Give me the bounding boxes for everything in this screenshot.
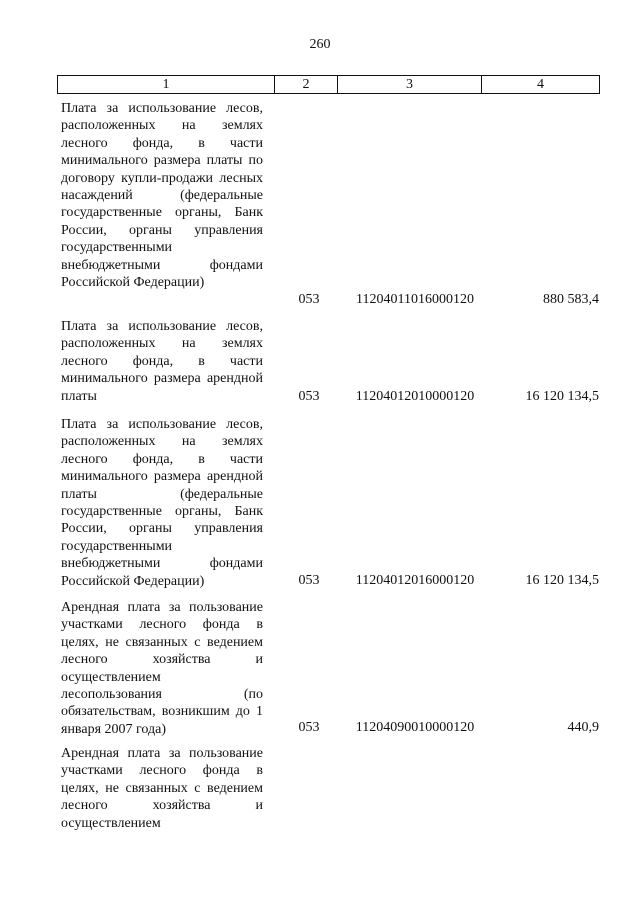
row-admin-code: 053 [298,720,320,735]
column-header-table [57,75,600,94]
column-header-1: 1 [58,76,275,94]
row-description: Арендная плата за пользование участками лесного фонда в целях, не связанных с ведением лесного хозяйства и осуществлением [61,746,263,831]
row-amount: 16 120 134,5 [525,573,599,588]
row-amount: 880 583,4 [543,292,599,307]
row-description: Плата за использование лесов, расположенных на землях лесного фонда, в части минимального размера арендной платы (федеральные государственные органы, Банк России, органы управления государственными внебюджетными фондами Российской Федерации) [61,417,263,589]
column-header-3: 3 [338,76,482,94]
column-header-4: 4 [482,76,600,94]
row-admin-code: 053 [298,292,320,307]
column-header-row [58,76,600,94]
row-admin-code: 053 [298,389,320,404]
page-number: 260 [309,37,331,52]
column-header-2: 2 [275,76,338,94]
row-amount: 16 120 134,5 [525,389,599,404]
row-description: Арендная плата за пользование участками лесного фонда в целях, не связанных с ведением лесного хозяйства и осуществлением лесопользования (по обязательствам, возникшим до 1 января 2007 года) [61,600,263,737]
row-description: Плата за использование лесов, расположенных на землях лесного фонда, в части минимального размера платы по договору купли-продажи лесных насаждений (федеральные государственные органы, Банк России, органы управления государственными внебюджетными фондами Российской Федерации) [61,101,263,291]
row-description: Плата за использование лесов, расположенных на землях лесного фонда, в части минимального размера арендной платы [61,319,263,404]
row-kbk-code: 11204090010000120 [355,720,475,735]
row-admin-code: 053 [298,573,320,588]
row-kbk-code: 11204012010000120 [355,389,475,404]
row-kbk-code: 11204012016000120 [355,573,475,588]
row-amount: 440,9 [567,720,599,735]
row-kbk-code: 11204011016000120 [356,292,474,307]
